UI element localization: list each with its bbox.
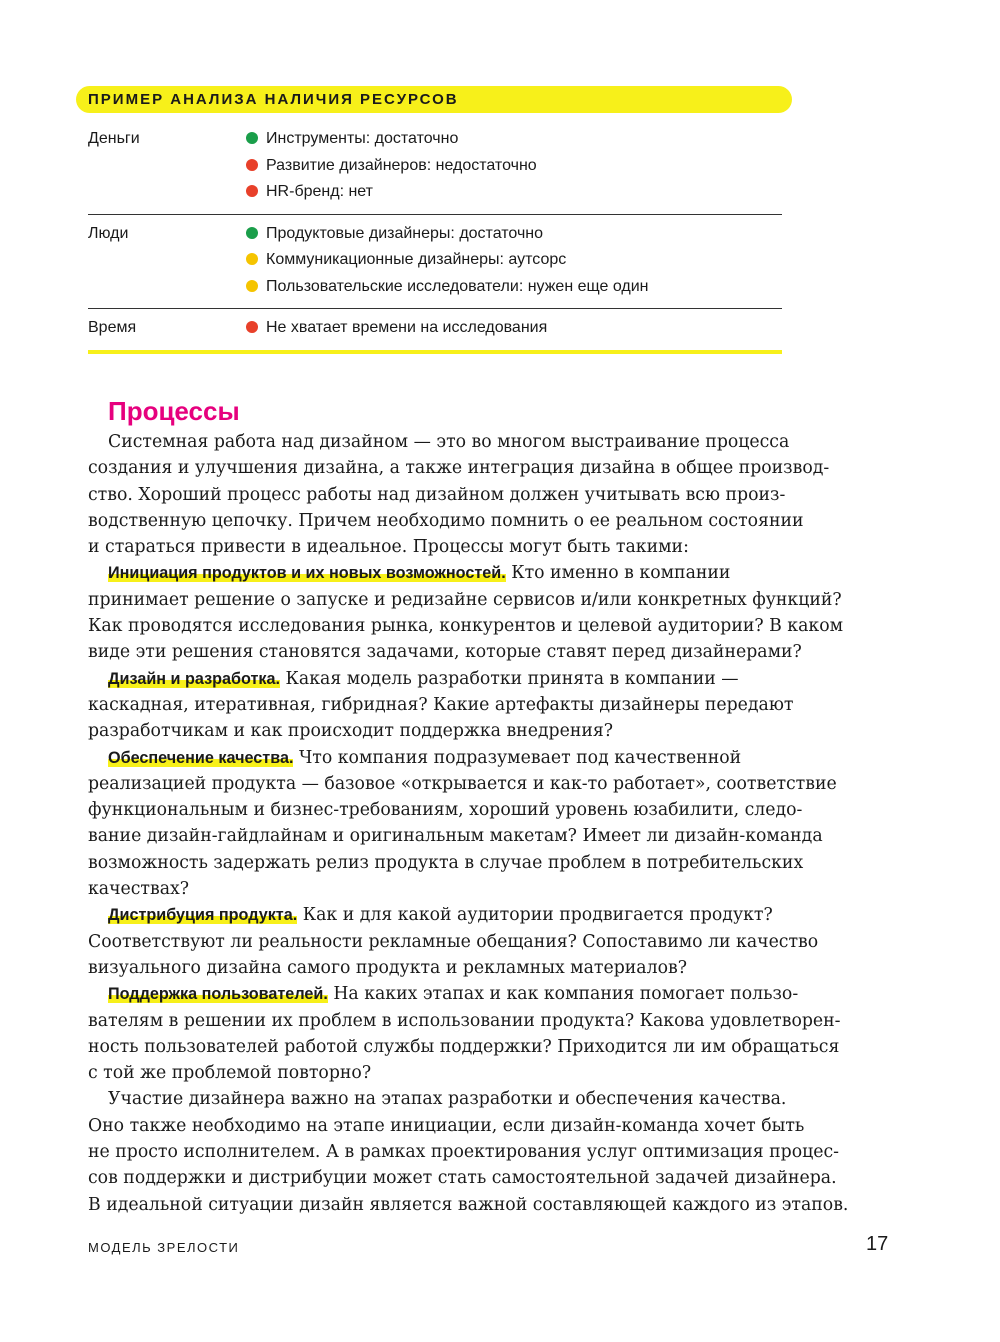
resource-row-label: Люди xyxy=(88,224,129,242)
paragraph-line xyxy=(88,455,830,481)
line-text: Соответствуют ли реальности рекламные обещания? Сопоставимо ли качество xyxy=(88,931,819,952)
status-dot-icon xyxy=(246,227,258,239)
paragraph-line xyxy=(88,902,794,928)
line-text: принимает решение о запуске и редизайне сервисов и/или конкретных функций? xyxy=(88,589,842,610)
resource-item-text: Не хватает времени на исследования xyxy=(266,319,548,336)
line-text: водственную цепочку. Причем необходимо помнить о ее реальном состоянии xyxy=(88,510,804,531)
footer-chapter: МОДЕЛЬ ЗРЕЛОСТИ xyxy=(88,1240,240,1255)
line-text: Как и для какой аудитории продвигается продукт? xyxy=(297,905,773,926)
highlighted-term: Поддержка пользователей. xyxy=(108,985,328,1004)
paragraph-line xyxy=(88,666,794,692)
resource-item xyxy=(246,274,782,301)
highlighted-term: Дизайн и разработка. xyxy=(108,669,281,688)
line-text: и стараться привести в идеальное. Процессы могут быть такими: xyxy=(88,537,689,558)
line-text: Системная работа над дизайном — это во многом выстраивание процесса xyxy=(108,432,790,452)
paragraph-line xyxy=(88,587,842,613)
paragraph-line xyxy=(88,1192,849,1218)
paragraph-line xyxy=(88,1165,837,1191)
paragraph-line xyxy=(88,1034,840,1060)
resource-box-title: ПРИМЕР АНАЛИЗА НАЛИЧИЯ РЕСУРСОВ xyxy=(88,91,459,108)
resource-item xyxy=(246,221,782,248)
paragraph-line xyxy=(88,613,844,639)
resource-item-text: Продуктовые дизайнеры: достаточно xyxy=(266,224,544,242)
line-text: На каких этапах и как компания помогает пользо- xyxy=(327,984,799,1005)
line-text: виде эти решения становятся задачами, которые ставят перед дизайнерами? xyxy=(88,642,802,663)
paragraph-line xyxy=(88,508,804,534)
resource-box-header xyxy=(76,86,792,113)
paragraph-line xyxy=(88,639,802,665)
line-text: сов поддержки и дистрибуции может стать самостоятельной задачей дизайнера. xyxy=(88,1168,837,1189)
line-text: каскадная, итеративная, гибридная? Какие артефакты дизайнеры передают xyxy=(88,694,794,715)
paragraph-line xyxy=(88,482,794,508)
line-text: ность пользователей работой службы поддержки? Приходится ли им обращаться xyxy=(88,1036,840,1057)
paragraph-line xyxy=(88,1008,841,1034)
paragraph-line xyxy=(88,771,837,797)
section-title: Процессы xyxy=(108,396,240,426)
line-text: разработчикам и как происходит поддержка внедрения? xyxy=(88,721,614,742)
line-text: Какая модель разработки принята в компании — xyxy=(280,668,739,689)
line-text: Что компания подразумевает под качественной xyxy=(293,747,742,768)
resource-item xyxy=(246,179,782,206)
resource-row-label: Деньги xyxy=(88,130,140,147)
resource-table xyxy=(88,120,782,354)
resource-row xyxy=(88,215,782,310)
paragraph-line xyxy=(88,850,804,876)
paragraph-line xyxy=(88,1139,839,1165)
status-dot-icon xyxy=(246,132,258,144)
status-dot-icon xyxy=(246,280,258,292)
status-dot-icon xyxy=(246,185,258,197)
resource-row xyxy=(88,309,782,354)
paragraph-line xyxy=(88,692,794,718)
resource-item-text: Инструменты: достаточно xyxy=(266,130,459,147)
resource-row xyxy=(88,120,782,215)
resource-item-text: Развитие дизайнеров: недостаточно xyxy=(266,156,537,174)
line-text: не просто исполнителем. А в рамках проектирования услуг оптимизация процес- xyxy=(88,1142,839,1163)
paragraph-line xyxy=(88,1113,805,1139)
resource-item xyxy=(246,153,782,180)
paragraph-line xyxy=(88,560,794,586)
paragraph-line xyxy=(88,1086,794,1112)
line-text: Кто именно в компании xyxy=(505,563,731,584)
line-text: В идеальной ситуации дизайн является важной составляющей каждого из этапов. xyxy=(88,1194,849,1215)
line-text: вателям в решении их проблем в использовании продукта? Какова удовлетворен- xyxy=(88,1010,841,1031)
line-text: Участие дизайнера важно на этапах разработки и обеспечения качества. xyxy=(108,1089,787,1110)
paragraph-line xyxy=(88,929,819,955)
paragraph-line xyxy=(88,745,794,771)
resource-item-text: HR-бренд: нет xyxy=(266,183,373,200)
paragraph-line xyxy=(88,876,794,902)
paragraph-line xyxy=(88,534,794,560)
highlighted-term: Обеспечение качества. xyxy=(108,748,294,767)
status-dot-icon xyxy=(246,253,258,265)
highlighted-term: Инициация продуктов и их новых возможностей. xyxy=(108,564,506,583)
line-text: Как проводятся исследования рынка, конкурентов и целевой аудитории? В каком xyxy=(88,616,844,637)
line-text: Оно также необходимо на этапе инициации, если дизайн-команда хочет быть xyxy=(88,1115,805,1136)
paragraph-line xyxy=(88,429,794,455)
body-text xyxy=(88,429,849,1218)
paragraph-line xyxy=(88,981,799,1007)
resource-row-label: Время xyxy=(88,319,137,336)
resource-item xyxy=(246,126,782,153)
status-dot-icon xyxy=(246,321,258,333)
resource-item xyxy=(246,315,782,342)
line-text: качествах? xyxy=(88,879,190,900)
line-text: с той же проблемой повторно? xyxy=(88,1063,372,1084)
line-text: реализацией продукта — базовое «открывается и как-то работает», соответствие xyxy=(88,773,837,794)
status-dot-icon xyxy=(246,159,258,171)
highlighted-term: Дистрибуция продукта. xyxy=(108,906,298,925)
line-text: возможность задержать релиз продукта в случае проблем в потребительских xyxy=(88,852,804,873)
resource-item xyxy=(246,247,782,274)
line-text: вание дизайн-гайдлайнам и оригинальным макетам? Имеет ли дизайн-команда xyxy=(88,826,823,847)
line-text: создания и улучшения дизайна, а также интеграция дизайна в общее производ- xyxy=(88,458,830,479)
paragraph-line xyxy=(88,718,794,744)
paragraph-line xyxy=(88,955,794,981)
line-text: функциональным и бизнес-требованиям, хороший уровень юзабилити, следо- xyxy=(88,800,803,821)
line-text: ство. Хороший процесс работы над дизайном должен учитывать всю произ- xyxy=(88,484,786,505)
paragraph-line xyxy=(88,1060,794,1086)
paragraph-line xyxy=(88,823,823,849)
paragraph-line xyxy=(88,797,803,823)
resource-item-text: Пользовательские исследователи: нужен еще один xyxy=(266,277,649,295)
resource-item-text: Коммуникационные дизайнеры: аутсорс xyxy=(266,251,567,268)
line-text: визуального дизайна самого продукта и рекламных материалов? xyxy=(88,957,687,978)
page-number: 17 xyxy=(866,1233,889,1255)
